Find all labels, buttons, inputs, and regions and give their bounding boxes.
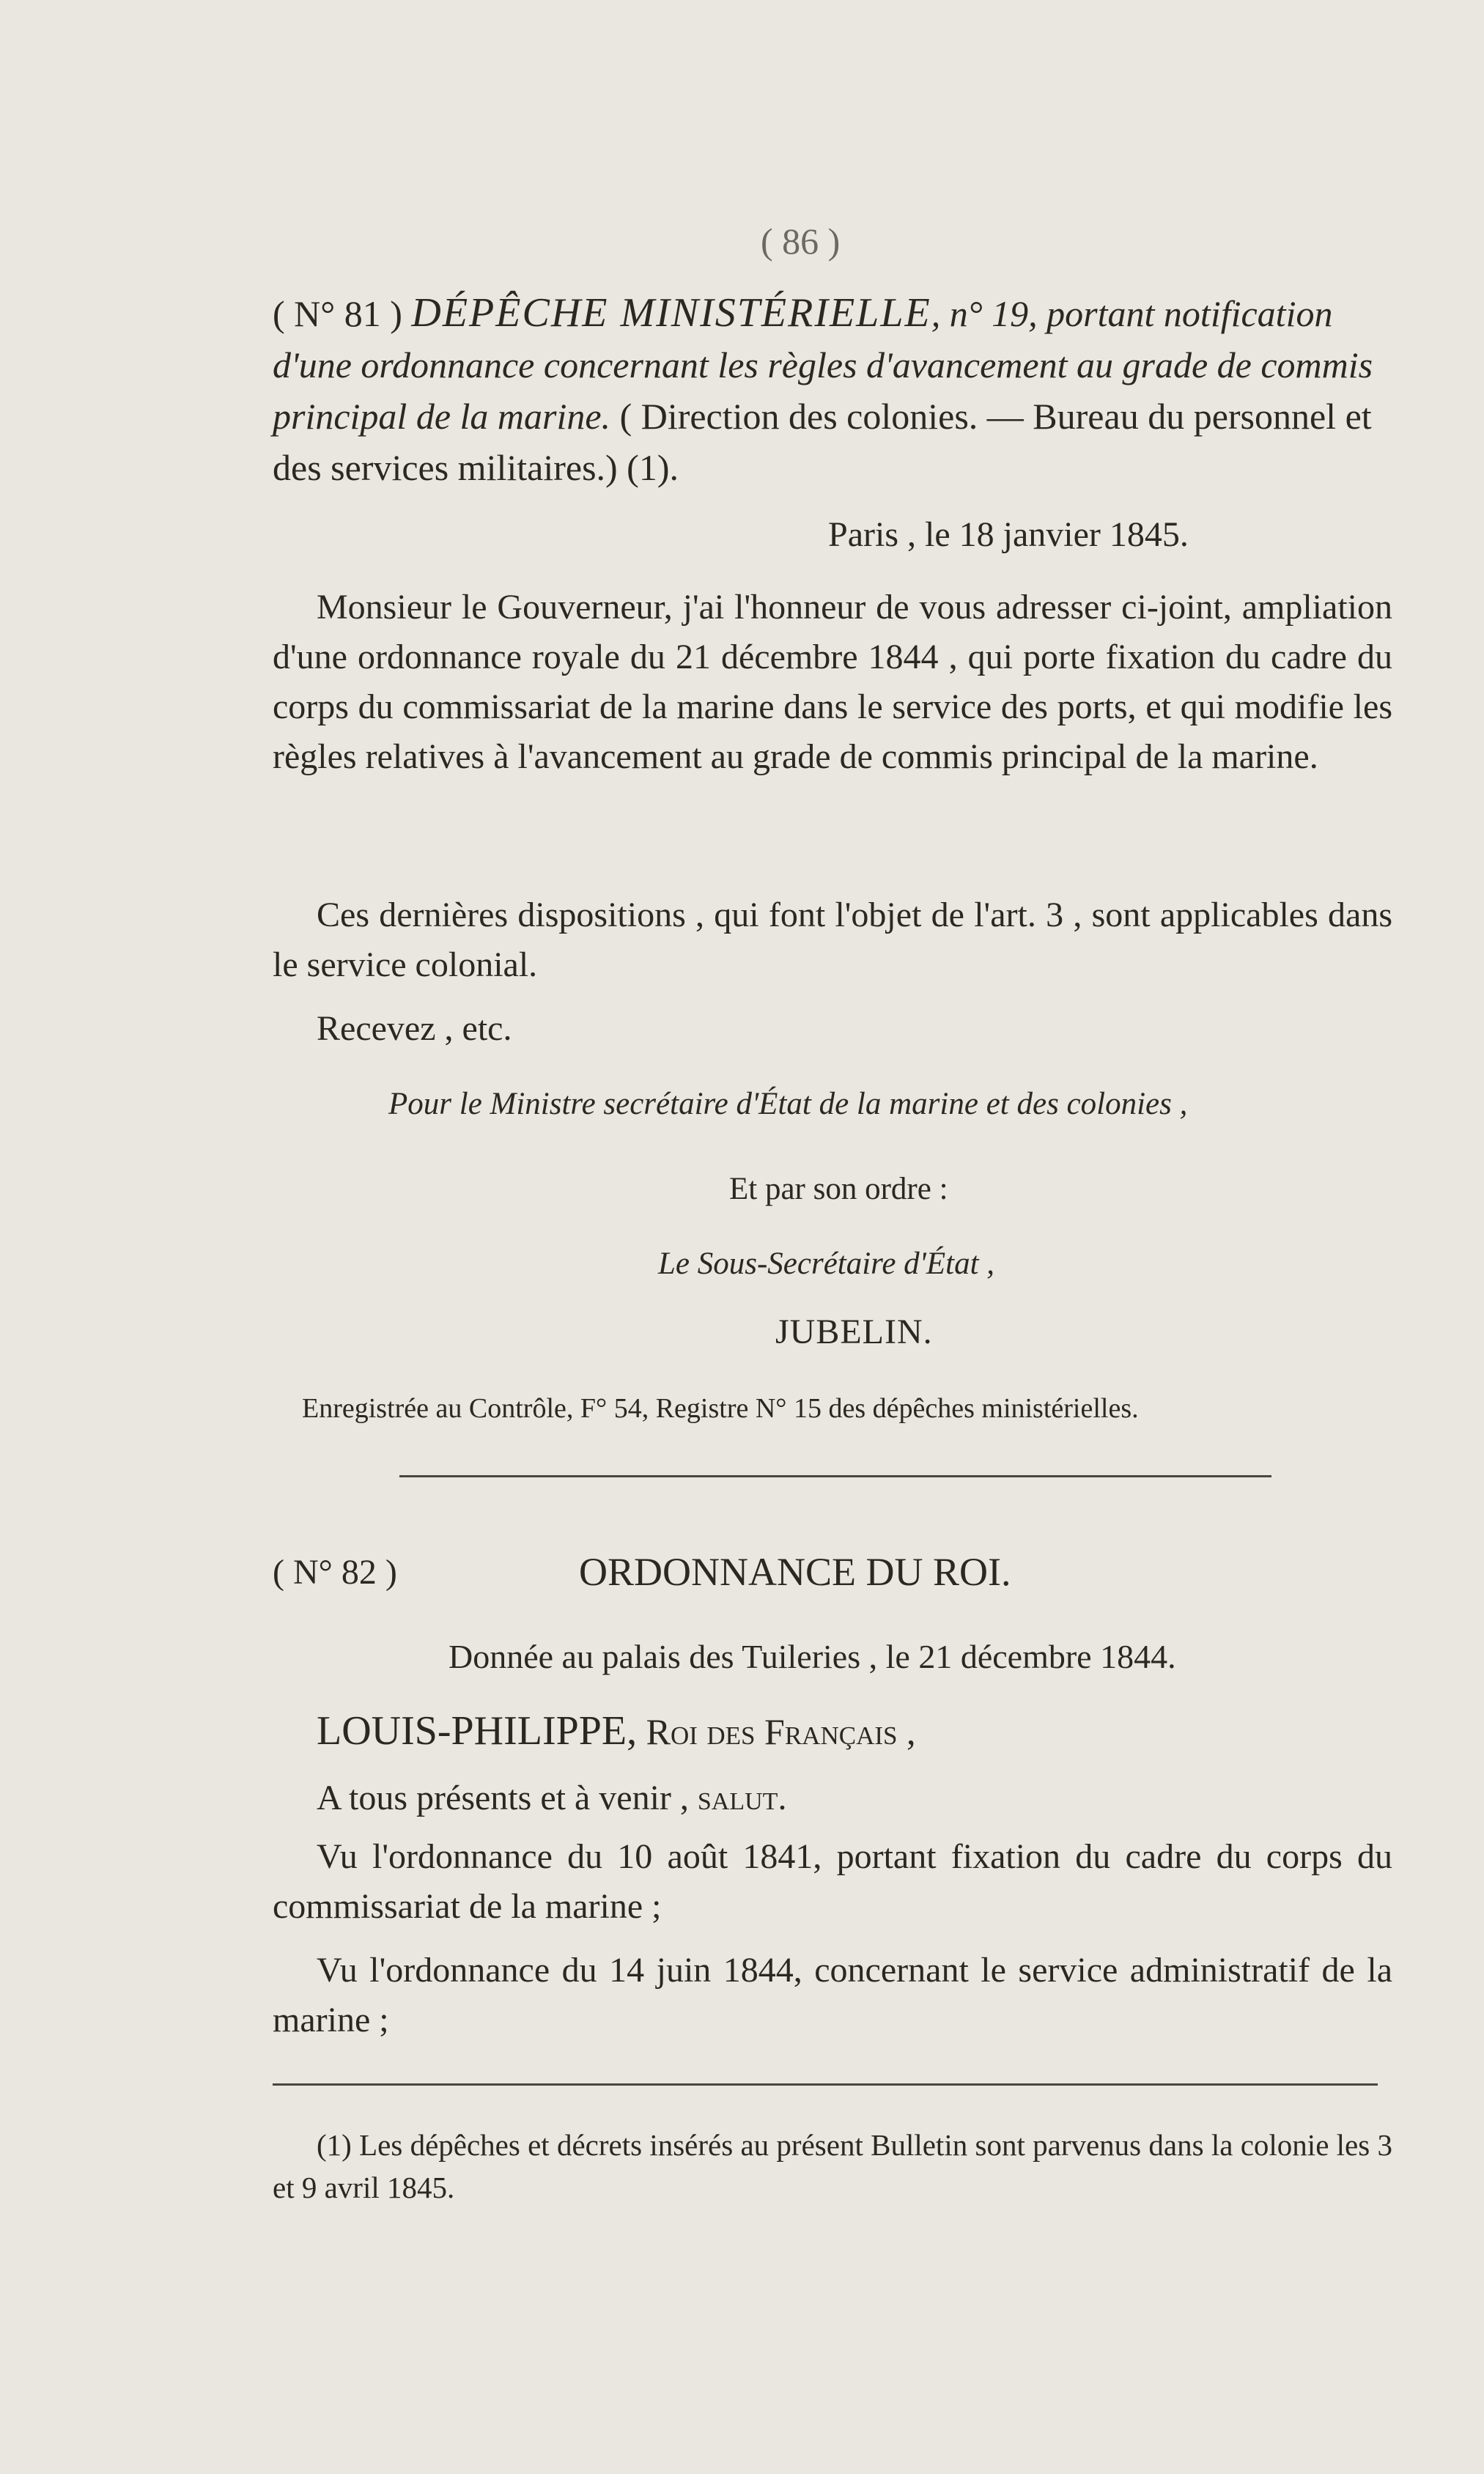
dispatch-number: ( N° 81 ) [273,293,402,334]
ordonnance-given: Donnée au palais des Tuileries , le 21 décembre 1844. [448,1638,1176,1675]
king-line [317,1707,915,1754]
signature-line-order: Et par son ordre : [729,1172,948,1206]
dispatch-heading-department: ( Direction des colonies. — Bureau du personnel et des services militaires.) (1). [273,396,1372,488]
ordonnance-paragraph-2: Vu l'ordonnance du 14 juin 1844, concernant le service administratif de la marine ; [273,1951,1392,2039]
ordonnance-title: ORDONNANCE DU ROI. [579,1550,1011,1594]
salut-line [317,1778,786,1818]
ordonnance-paragraph-1: Vu l'ordonnance du 10 août 1841, portant fixation du cadre du corps du commissariat de la marine ; [273,1837,1392,1926]
dispatch-paragraph-3: Recevez , etc. [317,1009,512,1048]
dispatch-heading [273,287,1394,493]
section-divider [399,1475,1271,1477]
dispatch-paragraph-2: Ces dernières dispositions , qui font l'objet de l'art. 3 , sont applicables dans le service colonial. [273,896,1392,984]
dispatch-date: Paris , le 18 janvier 1845. [828,515,1189,554]
dispatch-title: DÉPÊCHE MINISTÉRIELLE [411,290,931,336]
salut-prefix: A tous présents et à venir , [317,1779,689,1817]
dispatch-paragraph-1: Monsieur le Gouverneur, j'ai l'honneur de vous adresser ci-joint, ampliation d'une ordonnance royale du 21 décembre 1844 , qui porte fixation du cadre du corps du commissariat de la marine dans le service des ports, et qui modifie les règles relatives à l'avancement au grade de commis principal de la marine. [273,588,1392,776]
king-title: Roi des Français , [646,1711,916,1752]
salut-word: salut. [697,1779,787,1817]
footnote-rule [273,2083,1378,2086]
signature-line-minister: Pour le Ministre secrétaire d'État de la marine et des colonies , [388,1087,1188,1121]
signature-line-undersecretary: Le Sous-Secrétaire d'État , [658,1247,995,1281]
ordonnance-number: ( N° 82 ) [273,1553,397,1592]
king-name: LOUIS-PHILIPPE, [317,1708,638,1754]
footnote: (1) Les dépêches et décrets insérés au présent Bulletin sont parvenus dans la colonie les 3 et 9 avril 1845. [273,2128,1392,2204]
page-number: ( 86 ) [761,221,841,262]
registration-note: Enregistrée au Contrôle, F° 54, Registre N° 15 des dépêches ministérielles. [302,1393,1139,1424]
dispatch-heading-tail: , n° 19, portant notification d'une ordonnance concernant les règles d'avancement au grade de commis principal de la marine. [273,293,1373,437]
signature-name: JUBELIN. [775,1312,933,1351]
